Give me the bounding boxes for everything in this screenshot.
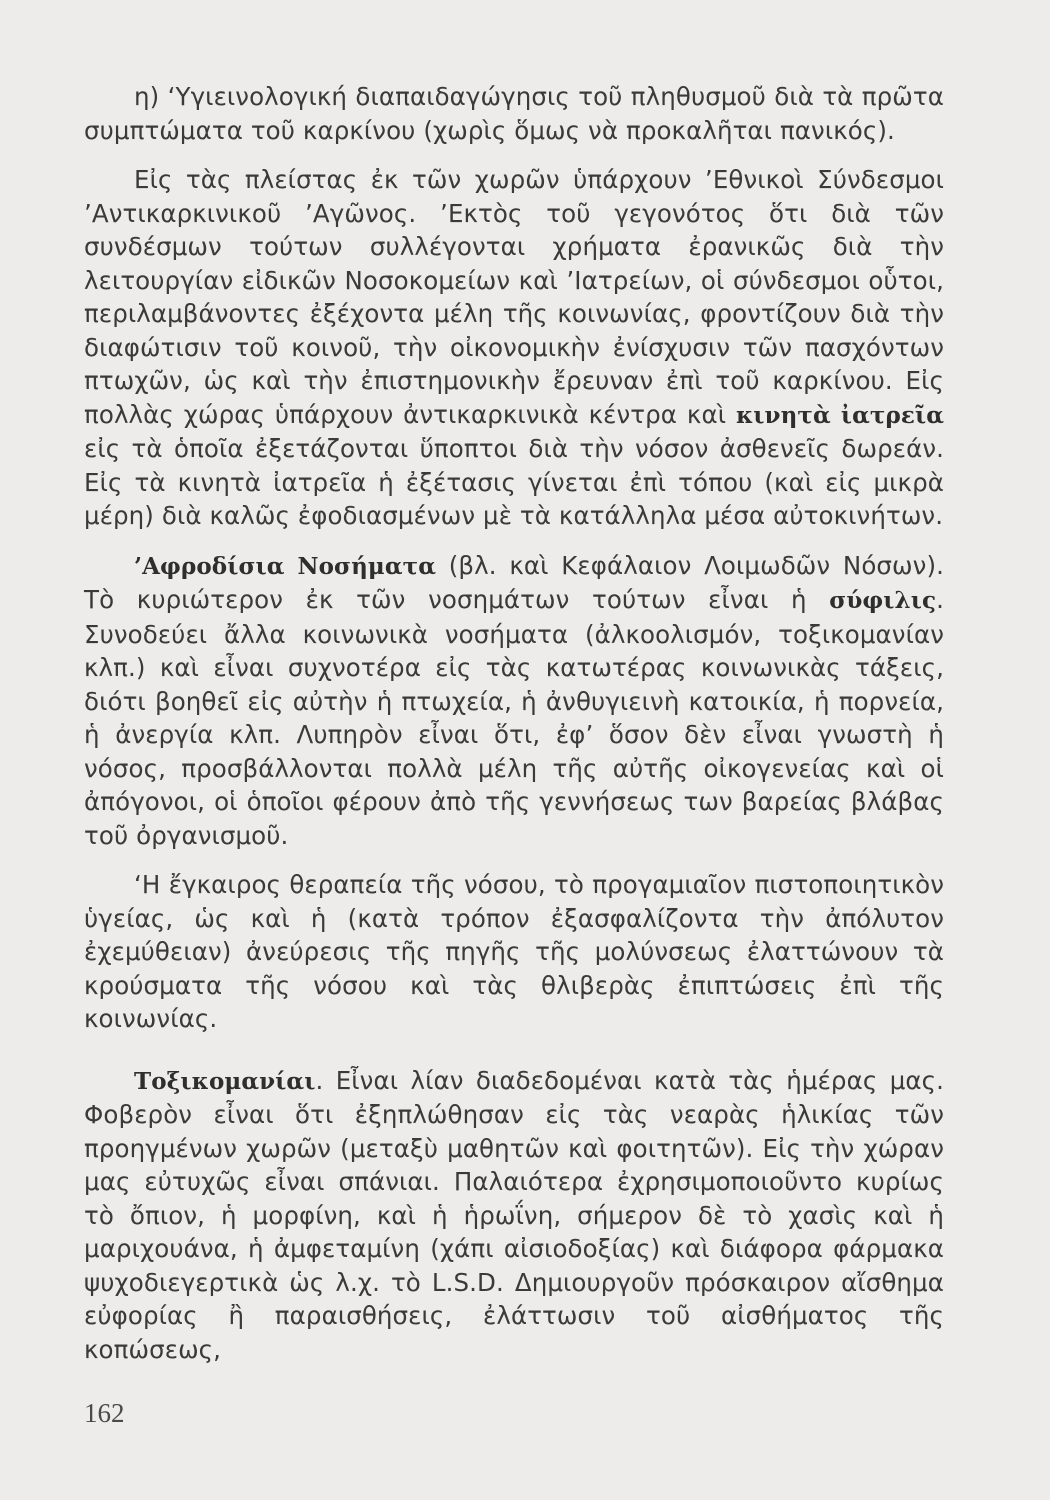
text-run: Εἰς τὰς πλείστας ἐκ τῶν χωρῶν ὑπάρχουν ’Εθνικοὶ Σύνδεσμοι ’Αντικαρκινικοῦ ’Αγῶνος. ’Εκτὸς τοῦ γεγονότος ὅτι διὰ τῶν συνδέσμων τούτων συλλέγονται χρήματα ἐρανικῶς διὰ τὴν λειτουργίαν εἰδικῶν Νοσοκομείων καὶ ’Ιατρείων, οἱ σύνδεσμοι οὗτοι, περιλαμβάνοντες ἐξέχοντα μέλη τῆς κοινωνίας, φροντίζουν διὰ τὴν διαφώτισιν τοῦ κοινοῦ, τὴν οἰκονομικὴν ἐνίσχυσιν τῶν πασχόντων πτωχῶν, ὡς καὶ τὴν ἐπιστημονικὴν ἔρευναν ἐπὶ τοῦ καρκίνου. Εἰς πολλὰς χώρας ὑπάρχουν ἀντικαρκινικὰ κέντρα καὶ	[84, 165, 944, 429]
bold-term: Τοξικομανίαι	[134, 1067, 316, 1095]
text-run: . Εἶναι λίαν διαδεδομέναι κατὰ τὰς ἡμέρας μας. Φοβερὸν εἶναι ὅτι ἐξηπλώθησαν εἰς τὰς νεαρὰς ἡλικίας τῶν προηγμένων χωρῶν (μεταξὺ μαθητῶν καὶ φοιτητῶν). Εἰς τὴν χώραν μας εὐτυχῶς εἶναι σπάνιαι. Παλαιότερα ἐχρησιμοποιοῦντο κυρίως τὸ ὄπιον, ἡ μορφίνη, καὶ ἡ ἡρωΐνη, σήμερον δὲ τὸ χασὶς καὶ ἡ μαριχουάνα, ἡ ἀμφεταμίνη (χάπι αἰσιοδοξίας) καὶ διάφορα φάρμακα ψυχοδιεγερτικὰ ὡς λ.χ. τὸ L.S.D. Δημιουργοῦν πρόσκαιρον αἴσθημα εὐφορίας ἢ παραισθήσεις, ἐλάττωσιν τοῦ αἰσθήματος τῆς κοπώσεως,	[84, 1065, 944, 1364]
text-run: εἰς τὰ ὁποῖα ἐξετάζονται ὕποπτοι διὰ τὴν νόσον ἀσθενεῖς δωρεάν. Εἰς τὰ κινητὰ ἰατρεῖα ἡ ἐξέτασις γίνεται ἐπὶ τόπου (καὶ εἰς μικρὰ μέρη) διὰ καλῶς ἐφοδιασμένων μὲ τὰ κατάλληλα μέσα αὐτοκινήτων.	[84, 434, 944, 530]
text-run: ‘Η ἔγκαιρος θεραπεία τῆς νόσου, τὸ προγαμιαῖον πιστοποιητικὸν ὑγείας, ὡς καὶ ἡ (κατὰ τρόπον ἐξασφαλίζοντα τὴν ἀπόλυτον ἐχεμύθειαν) ἀνεύρεσις τῆς πηγῆς τῆς μολύνσεως ἐλαττώνουν τὰ κρούσματα τῆς νόσου καὶ τὰς θλιβερὰς ἐπιπτώσεις ἐπὶ τῆς κοινωνίας.	[84, 870, 944, 1033]
bold-term: σύφιλις	[829, 587, 937, 614]
bold-term: ’Αφροδίσια Νοσήματα	[134, 552, 437, 580]
paragraph-2	[84, 163, 944, 533]
paragraph-5	[84, 1064, 944, 1367]
text-run: . Συνοδεύει ἄλλα κοινωνικὰ νοσήματα (ἀλκοολισμόν, τοξικομανίαν κλπ.) καὶ εἶναι συχνοτέρα εἰς τὰς κατωτέρας κοινωνικὰς τάξεις, διότι βοηθεῖ εἰς αὐτὴν ἡ πτωχεία, ἡ ἀνθυγιεινὴ κατοικία, ἡ πορνεία, ἡ ἀνεργία κλπ. Λυπηρὸν εἶναι ὅτι, ἐφ’ ὅσον δὲν εἶναι γνωστὴ ἡ νόσος, προσβάλλονται πολλὰ μέλη τῆς αὐτῆς οἰκογενείας καὶ οἱ ἀπόγονοι, οἱ ὁποῖοι φέρουν ἀπὸ τῆς γεννήσεως των βαρείας βλάβας τοῦ ὀργανισμοῦ.	[84, 585, 944, 850]
paragraph-4	[84, 868, 944, 1036]
bold-term: κινητὰ ἰατρεῖα	[735, 401, 944, 429]
paragraph-3	[84, 549, 944, 853]
text-run: η) ‘Υγιεινολογική διαπαιδαγώγησις τοῦ πληθυσμοῦ διὰ τὰ πρῶτα συμπτώματα τοῦ καρκίνου (χωρὶς ὅμως νὰ προκαλῆται πανικός).	[84, 82, 944, 145]
page-number: 162	[84, 1398, 125, 1428]
page-body	[84, 80, 944, 1366]
paragraph-1	[84, 80, 944, 147]
text-run: (βλ. καὶ Κεφάλαιον Λοιμωδῶν Νόσων). Τὸ κυριώτερον ἐκ τῶν νοσημάτων τούτων εἶναι ἡ	[84, 550, 944, 614]
